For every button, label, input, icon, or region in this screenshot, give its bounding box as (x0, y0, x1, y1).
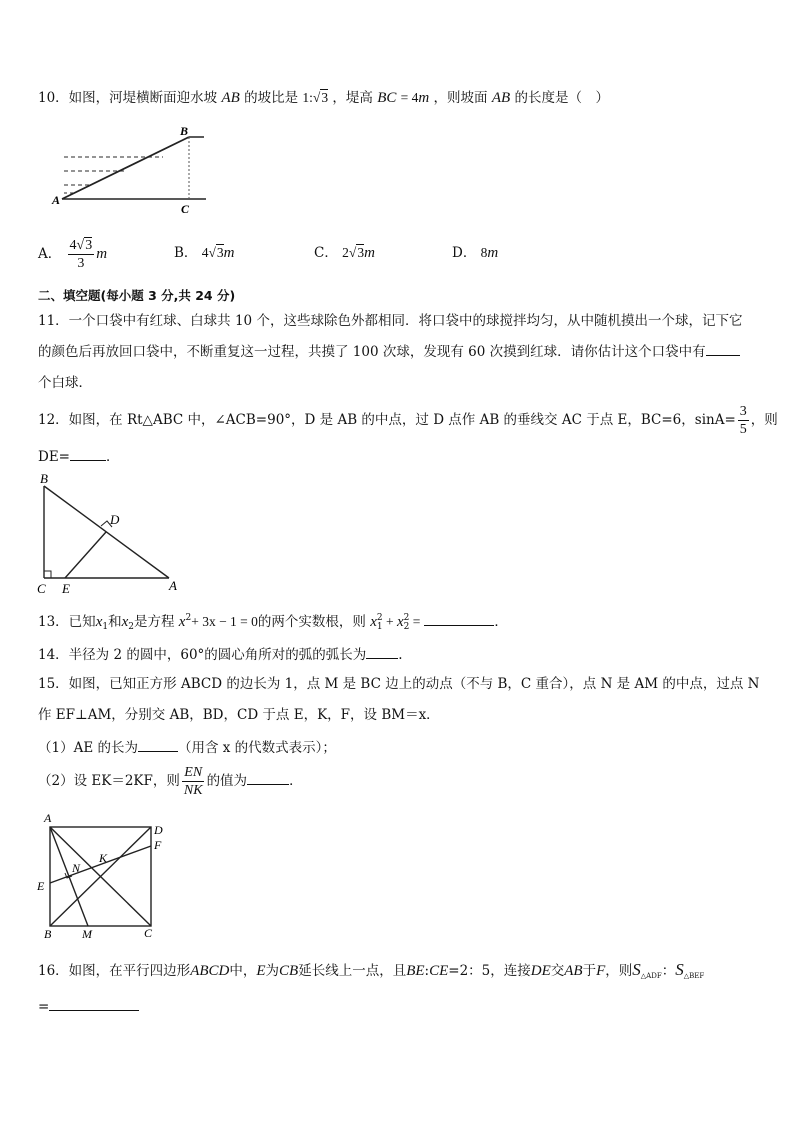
q10-label-c: C (181, 202, 190, 215)
q10-suffix: 的长度是（ ） (514, 90, 609, 106)
q15-frac-den: NK (183, 783, 203, 798)
q12-after: ，则 (750, 412, 778, 428)
q15-part1 (38, 737, 336, 758)
q15-label-n: N (72, 861, 81, 875)
q10-root: 3 (321, 90, 329, 105)
option-b-root: 3 (216, 245, 224, 260)
q16-be: BE (406, 963, 425, 979)
q12-label-b: B (40, 471, 48, 486)
q10-ab: AB (221, 90, 240, 106)
q13-stem (38, 608, 508, 637)
q16-s2-sub: △BEF (683, 972, 705, 980)
option-a-num-coef: 4 (69, 238, 77, 253)
q15-fraction (182, 764, 205, 799)
q16-equals: = (38, 999, 50, 1015)
q15-part2-blank[interactable] (247, 770, 289, 785)
q15-part2-b: 的值为 (206, 773, 248, 789)
option-a-den: 3 (77, 256, 85, 271)
q13-end: ． (494, 614, 508, 630)
q15-label-k: K (99, 851, 108, 865)
q16-stem (38, 960, 704, 986)
q16-abcd: ABCD (190, 963, 230, 979)
q11-line2-text: 的颜色后再放回口袋中，不断重复这一过程，共摸了 100 次球，发现有 60 次摸到红球．请你估计这个口袋中有 (38, 344, 706, 360)
q12-frac-num: 3 (739, 404, 747, 419)
q10-ratio: 1: (302, 90, 313, 105)
q15-part1-blank[interactable] (138, 737, 178, 752)
q13-eq-rest: + 3x − 1 = 0 (191, 614, 258, 629)
option-c-label: C． (314, 245, 338, 261)
q14-text: 14．半径为 2 的圆中，60°的圆心角所对的弧的弧长为 (38, 647, 367, 663)
q16-s1-sub: △ADF (640, 972, 662, 980)
q16-prefix: 16．如图，在平行四边形 (38, 963, 191, 979)
q15-label-e: E (37, 879, 45, 893)
q14-end: . (398, 647, 403, 663)
q11-line2 (38, 341, 740, 362)
q13-sum-sup1: 2 (376, 612, 383, 623)
q13-answer-blank[interactable] (424, 611, 494, 626)
q12-fraction (738, 403, 749, 438)
q16-de: DE (530, 963, 551, 979)
q14-stem (38, 644, 403, 665)
q12-answer-blank[interactable] (70, 446, 106, 461)
option-b-coef: 4 (201, 245, 209, 260)
q13-x1-sub: 1 (102, 622, 109, 632)
q16-colon: : (424, 963, 430, 979)
q16-ab: AB (564, 963, 583, 979)
q10-label-b: B (180, 124, 189, 138)
q10-label-a: A (52, 193, 61, 207)
q15-label-d: D (154, 823, 163, 837)
q13-equals: = (409, 614, 421, 629)
q11-answer-blank[interactable] (706, 341, 740, 356)
section-title: 二、填空题(每小题 3 分,共 24 分) (38, 288, 236, 303)
option-d-label: D． (452, 245, 477, 261)
option-c-unit: m (364, 245, 375, 261)
q15-part2-end: ． (289, 773, 303, 789)
option-c-coef: 2 (342, 245, 349, 260)
q16-line2 (38, 996, 139, 1017)
q15-frac-num: EN (184, 765, 203, 780)
q13-sum-sup2: 2 (403, 612, 410, 623)
q12-de-label: DE= (38, 449, 70, 465)
q13-sum-sub1: 1 (376, 621, 383, 632)
q15-part1-a: （1）AE 的长为 (38, 740, 138, 756)
q13-plus: + (382, 614, 397, 629)
q13-sum-x1: x (370, 614, 377, 630)
q13-prefix: 13．已知 (38, 614, 96, 630)
q13-tail: 的两个实数根，则 (257, 614, 366, 630)
option-d-value: 8 (480, 245, 488, 260)
q15-figure (32, 810, 182, 942)
q12-label-e: E (62, 581, 70, 596)
q13-sum-sub2: 2 (403, 621, 410, 632)
q10-prefix: 10．如图，河堤横断面迎水坡 (38, 90, 218, 106)
option-c-root: 3 (357, 245, 365, 260)
q16-f: F (596, 963, 606, 979)
q13-x2: x (121, 614, 129, 630)
option-b-unit: m (223, 245, 235, 261)
q15-label-c: C (144, 926, 153, 940)
q10-bc: BC (377, 90, 397, 106)
option-a-label: A． (38, 246, 62, 262)
option-a-num-root: 3 (85, 238, 93, 253)
q16-answer-blank[interactable] (49, 996, 139, 1011)
q10-stem: 10．如图，河堤横断面迎水坡 AB 的坡比是 1:√3 ，堤高 BC = 4m ，则坡面 AB 的长度是（ ） (38, 90, 609, 106)
q10-option-b[interactable]: B． 4√3m (174, 245, 235, 261)
q13-x1: x (95, 614, 103, 630)
q16-mid2: 为 (265, 963, 280, 979)
q15-label-a: A (44, 811, 52, 825)
q12-text: 12．如图，在 Rt△ABC 中，∠ACB=90°，D 是 AB 的中点，过 D 点作 AB 的垂线交 AC 于点 E，BC=6，sinA= (38, 412, 736, 428)
q11-line3: 个白球． (38, 375, 92, 391)
q16-s1: S (632, 960, 641, 979)
q13-and: 和 (108, 614, 122, 630)
q16-ratio: =2：5，连接 (448, 963, 531, 979)
q13-eq-x: x (178, 614, 186, 630)
q10-unit: m (418, 90, 430, 106)
q16-mid4: 交 (550, 963, 565, 979)
q16-mid1: 中， (229, 963, 257, 979)
q16-mid6: ，则 (605, 963, 633, 979)
q12-end: ． (106, 449, 120, 465)
q13-is-roots: 是方程 (134, 614, 175, 630)
q16-ce: CE (429, 963, 449, 979)
q16-sep: ： (661, 963, 676, 979)
q12-figure (32, 468, 192, 596)
q15-label-f: F (154, 838, 162, 852)
q16-mid5: 于 (582, 963, 597, 979)
q10-mid3: ，则坡面 (433, 90, 488, 106)
q12-label-a: A (169, 578, 177, 593)
q15-label-m: M (82, 927, 92, 941)
q15-line1: 15．如图，已知正方形 ABCD 的边长为 1，点 M 是 BC 边上的动点（不与 B，C 重合），点 N 是 AM 的中点，过点 N (38, 676, 760, 692)
q11-line1: 11．一个口袋中有红球、白球共 10 个，这些球除色外都相同．将口袋中的球搅拌均匀，从中随机摸出一个球，记下它 (38, 313, 743, 329)
q10-figure (48, 120, 213, 215)
q13-eq-sup: 2 (185, 613, 192, 623)
q16-cb: CB (279, 963, 299, 979)
q10-option-c[interactable]: C． 2√3m (314, 245, 375, 261)
q16-s2: S (675, 960, 684, 979)
option-a-unit: m (96, 246, 108, 262)
q12-label-d: D (110, 512, 120, 527)
q15-part2 (38, 763, 303, 799)
q13-x2-sub: 2 (128, 622, 134, 632)
q10-option-d[interactable] (452, 243, 498, 263)
q14-answer-blank[interactable] (366, 644, 398, 659)
q10-mid2: ，堤高 (332, 90, 373, 106)
q16-mid3: 延长线上一点，且 (298, 963, 407, 979)
q10-ab2: AB (491, 90, 511, 106)
q15-label-b: B (44, 927, 52, 941)
q12-label-c: C (37, 581, 46, 596)
q10-eq: = 4 (400, 90, 419, 105)
q16-e: E (256, 963, 266, 979)
option-d-unit: m (487, 245, 499, 261)
q10-mid1: 的坡比是 (244, 90, 299, 106)
q15-line2: 作 EF⊥AM，分别交 AB，BD，CD 于点 E，K，F，设 BM＝x． (38, 707, 440, 723)
q12-line2 (38, 446, 120, 467)
q15-part2-a: （2）设 EK＝2KF，则 (38, 773, 180, 789)
q12-stem (38, 402, 778, 438)
option-a-fraction: $\frac{4√3}{3}$ (69, 238, 93, 271)
q12-frac-den: 5 (739, 422, 747, 437)
q15-part1-b: （用含 x 的代数式表示）； (177, 740, 336, 756)
q10-option-a[interactable] (38, 237, 107, 272)
option-b-label: B． (174, 245, 198, 261)
q13-sum-x2: x (397, 614, 404, 630)
